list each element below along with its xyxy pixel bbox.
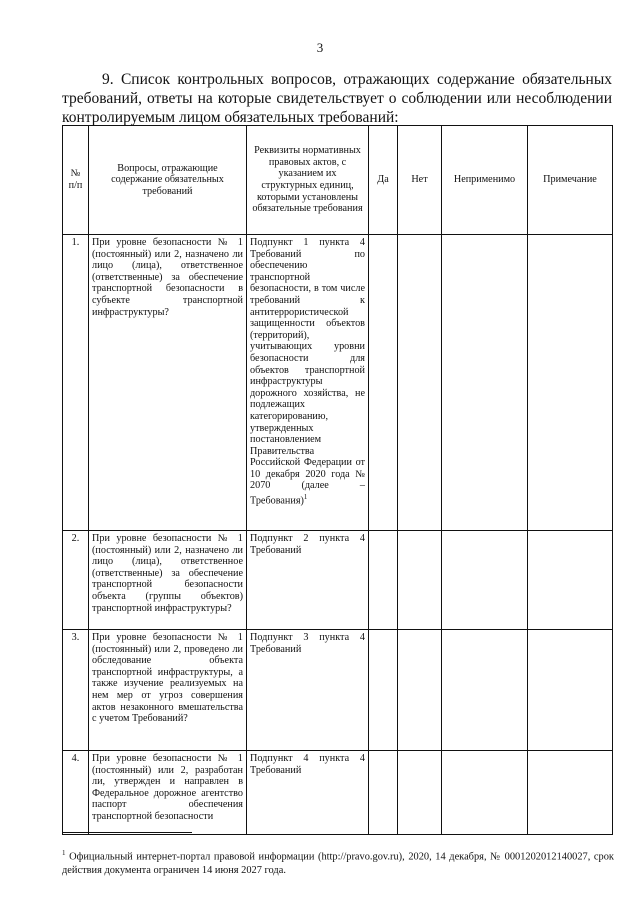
note-cell[interactable] — [528, 751, 613, 835]
header-no: Нет — [398, 126, 442, 235]
answer-yes-cell[interactable] — [369, 751, 398, 835]
table-row — [63, 235, 613, 531]
answer-no-cell[interactable] — [398, 751, 442, 835]
answer-no-cell[interactable] — [398, 531, 442, 630]
header-not-applicable: Неприменимо — [442, 126, 528, 235]
footnote — [62, 846, 614, 878]
header-num: № п/п — [63, 126, 89, 235]
answer-not-applicable-cell[interactable] — [442, 531, 528, 630]
row-question: При уровне безопасности № 1 (постоянный) или 2, назначено ли лицо (лица), ответственное (ответственные) за обеспечение транспортной безопасности в субъекте транспортной инфраструктуры? — [89, 235, 247, 531]
answer-yes-cell[interactable] — [369, 235, 398, 531]
row-number: 3. — [63, 630, 89, 751]
answer-no-cell[interactable] — [398, 235, 442, 531]
footnote-text: Официальный интернет-портал правовой информации (http://pravo.gov.ru), 2020, 14 декабря, № 0001202012140027, срок действия документа ограничен 14 июня 2027 года. — [62, 851, 614, 877]
header-question: Вопросы, отражающие содержание обязательных требований — [89, 126, 247, 235]
footnote-reference: 1 — [303, 493, 308, 502]
checklist-table — [62, 125, 613, 835]
table-row — [63, 751, 613, 835]
header-yes: Да — [369, 126, 398, 235]
row-requisites: Подпункт 3 пункта 4 Требований — [247, 630, 369, 751]
answer-not-applicable-cell[interactable] — [442, 630, 528, 751]
answer-no-cell[interactable] — [398, 630, 442, 751]
header-requisites: Реквизиты нормативных правовых актов, с указанием их структурных единиц, которыми установлены обязательные требования — [247, 126, 369, 235]
requisites-text: Подпункт 1 пункта 4 Требований по обеспечению транспортной безопасности, в том числе требований к антитеррористической защищенности объектов (территорий), учитывающих уровни безопасности для объектов транспортной инфраструктуры дорожного хозяйства, не подлежащих категорированию, утвержденных постановлением Правительства Российской Федерации от 10 декабря 2020 года № 2070 (далее – Требования) — [250, 237, 365, 507]
row-requisites: Подпункт 2 пункта 4 Требований — [247, 531, 369, 630]
answer-yes-cell[interactable] — [369, 630, 398, 751]
table-header-row — [63, 126, 613, 235]
header-note: Примечание — [528, 126, 613, 235]
section-heading: 9. Список контрольных вопросов, отражающих содержание обязательных требований, ответы на которые свидетельствует о соблюдении или несоблюдении контролируемым лицом обязательных требований: — [62, 71, 612, 126]
row-requisites — [247, 235, 369, 531]
row-question: При уровне безопасности № 1 (постоянный) или 2, проведено ли обследование объекта транспортной инфраструктуры, а также изучение реализуемых на нем мер от угроз совершения актов незаконного вмешательства с учетом Требований? — [89, 630, 247, 751]
answer-not-applicable-cell[interactable] — [442, 235, 528, 531]
row-question: При уровне безопасности № 1 (постоянный) или 2, назначено ли лицо (лица), ответственное (ответственные) за обеспечение транспортной безопасности объекта (группы объектов) транспортной инфраструктуры? — [89, 531, 247, 630]
note-cell[interactable] — [528, 235, 613, 531]
note-cell[interactable] — [528, 630, 613, 751]
row-number: 1. — [63, 235, 89, 531]
footnote-divider — [62, 832, 192, 833]
row-number: 2. — [63, 531, 89, 630]
note-cell[interactable] — [528, 531, 613, 630]
answer-yes-cell[interactable] — [369, 531, 398, 630]
table-row — [63, 531, 613, 630]
table-row — [63, 630, 613, 751]
row-requisites: Подпункт 4 пункта 4 Требований — [247, 751, 369, 835]
footnote-mark: 1 — [62, 849, 66, 857]
row-question: При уровне безопасности № 1 (постоянный) или 2, разработан ли, утвержден и направлен в Федеральное дорожное агентство паспорт обеспечения транспортной безопасности — [89, 751, 247, 835]
answer-not-applicable-cell[interactable] — [442, 751, 528, 835]
row-number: 4. — [63, 751, 89, 835]
page-number: 3 — [316, 40, 324, 55]
